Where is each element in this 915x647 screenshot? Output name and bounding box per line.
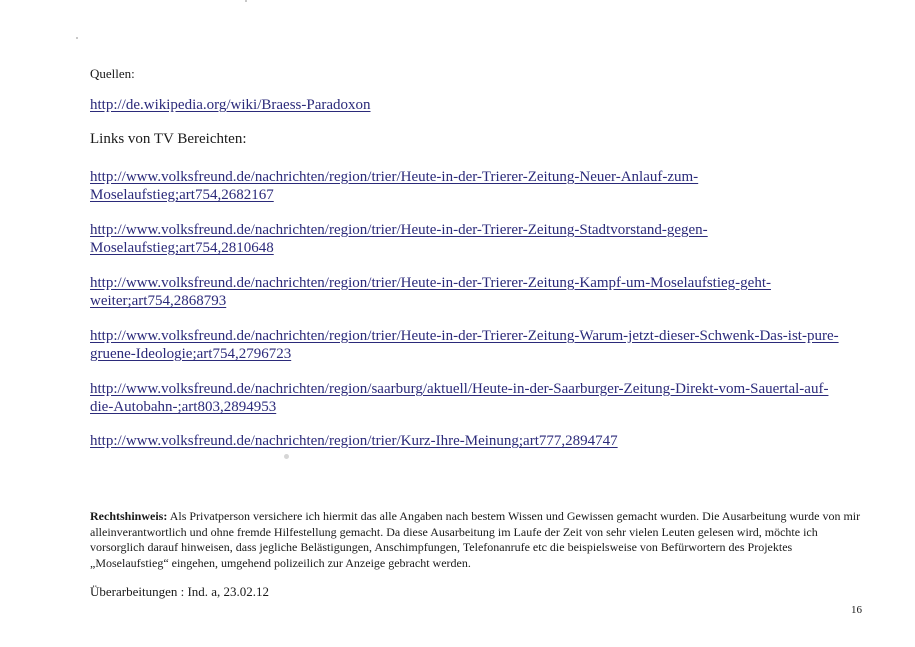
tv-link-2[interactable] [90, 221, 708, 257]
revision-note: Überarbeitungen : Ind. a, 23.02.12 [90, 584, 270, 599]
tv-link-4-line-1: http://www.volksfreund.de/nachrichten/region/trier/Heute-in-der-Trierer-Zeitung-Warum-jetzt-dieser-Schwenk-Das-ist-pure- [90, 328, 839, 344]
tv-link-5-line-2: die-Autobahn-;art803,2894953 [90, 399, 277, 415]
tv-link-4-line-2: gruene-Ideologie;art754,2796723 [90, 346, 292, 362]
tv-link-3-line-2: weiter;art754,2868793 [90, 293, 227, 309]
legal-notice-label: Rechtshinweis: [90, 509, 168, 523]
tv-link-1-line-2: Moselaufstieg;art754,2682167 [90, 187, 274, 203]
wikipedia-link[interactable]: http://de.wikipedia.org/wiki/Braess-Paradoxon [90, 97, 371, 113]
tv-link-6[interactable] [90, 432, 618, 450]
tv-link-6-line-1: http://www.volksfreund.de/nachrichten/region/trier/Kurz-Ihre-Meinung;art777,2894747 [90, 433, 618, 449]
sources-label: Quellen: [90, 66, 135, 81]
tv-link-3-line-1: http://www.volksfreund.de/nachrichten/region/trier/Heute-in-der-Trierer-Zeitung-Kampf-um-Moselaufstieg-geht- [90, 275, 771, 291]
tv-link-5-line-1: http://www.volksfreund.de/nachrichten/region/saarburg/aktuell/Heute-in-der-Saarburger-Zeitung-Direkt-vom-Sauertal-auf- [90, 381, 829, 397]
tv-reports-heading: Links von TV Bereichten: [90, 131, 247, 147]
tv-link-2-line-2: Moselaufstieg;art754,2810648 [90, 240, 274, 256]
scan-speck-top-decoration [245, 0, 247, 2]
tv-link-1[interactable] [90, 168, 698, 204]
tv-link-1-line-1: http://www.volksfreund.de/nachrichten/region/trier/Heute-in-der-Trierer-Zeitung-Neuer-Anlauf-zum- [90, 169, 699, 185]
tv-link-4[interactable] [90, 327, 839, 363]
tv-link-2-line-1: http://www.volksfreund.de/nachrichten/region/trier/Heute-in-der-Trierer-Zeitung-Stadtvorstand-gegen- [90, 222, 708, 238]
scan-speck-decoration [76, 37, 78, 39]
legal-notice-text: Als Privatperson versichere ich hiermit das alle Angaben nach bestem Wissen und Gewissen gemacht wurden. Die Ausarbeitung wurde von mir alleinverantwortlich und ohne fremde Hilfestellung gemacht. Da diese Ausarbeitung im Laufe der Zeit von sehr vielen Leuten gelesen wird, möchte ich vorsorglich darauf hinweisen, dass jegliche Belästigungen, Anschimpfungen, Telefonanrufe etc die beispielsweise von Befürwortern des Projektes „Moselaufstieg“ eingehen, umgehend polizeilich zur Anzeige gebracht werden. [90, 509, 861, 570]
page-number: 16 [851, 604, 862, 616]
tv-link-3[interactable] [90, 274, 771, 310]
legal-notice [90, 509, 870, 571]
scan-dot-decoration [284, 454, 289, 459]
tv-link-5[interactable] [90, 380, 828, 416]
